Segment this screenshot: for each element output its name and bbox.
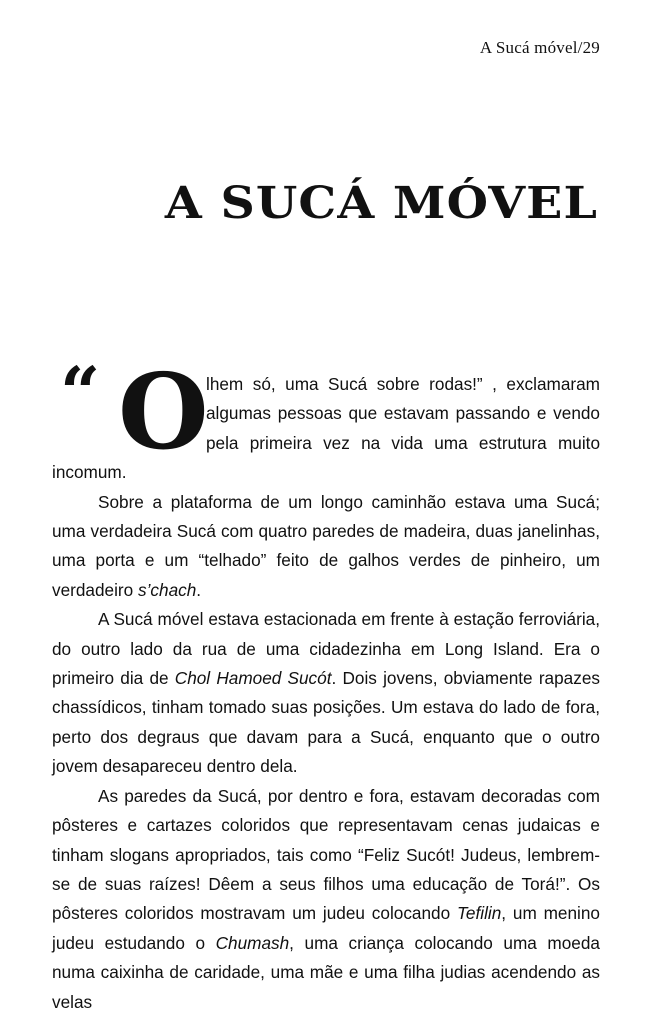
paragraph-3-italic-term: Chol Hamoed Sucót: [174, 668, 332, 689]
paragraph-4: [52, 782, 600, 1017]
paragraph-2-italic-term: s’chach: [138, 579, 197, 600]
paragraph-4-text-e: , uma criança colocando uma moeda numa caixinha de caridade, uma mãe e uma filha judias acendendo as velas: [52, 932, 600, 1012]
paragraph-2: [52, 488, 600, 606]
opening-initial: [52, 350, 209, 473]
paragraph-4-italic-term-2: Chumash: [215, 932, 290, 953]
opening-quote-mark: “: [60, 351, 101, 434]
paragraph-4-italic-term-1: Tefilin: [457, 903, 502, 924]
body-text: [52, 350, 600, 1017]
paragraph-1-text: lhem só, uma Sucá sobre rodas!” , exclamaram algumas pessoas que estavam passando e vendo pela primeira vez na vida uma estrutura muito incomum.: [52, 374, 600, 483]
paragraph-3-text-a: A Sucá móvel estava estacionada em frente à estação ferroviária, do outro lado da rua de uma cidadezinha em Long Island. Era o primeiro dia de: [52, 609, 600, 689]
paragraph-3: [52, 605, 600, 781]
paragraph-2-text-a: Sobre a plataforma de um longo caminhão estava uma Sucá; uma verdadeira Sucá com quatro paredes de madeira, duas janelinhas, uma porta e um “telhado” feito de galhos verdes de pinheiro, um verdadeiro: [52, 491, 600, 600]
paragraph-2-text-c: .: [196, 579, 202, 600]
paragraph-3-text-c: . Dois jovens, obviamente rapazes chassídicos, tinham tomado suas posições. Um estava do lado de fora, perto dos degraus que davam para a Sucá, enquanto que o outro jovem desapareceu dentro dela.: [52, 668, 600, 777]
drop-cap: O: [118, 350, 209, 473]
paragraph-4-text-a: As paredes da Sucá, por dentro e fora, estavam decoradas com pôsteres e cartazes coloridos que representavam cenas judaicas e tinham slogans apropriados, tais como “Feliz Sucót! Judeus, lembrem-se de suas raízes! Dêem a seus filhos uma educação de Torá!”. Os pôsteres coloridos mostravam um judeu colocando: [52, 785, 600, 924]
paragraph-4-text-c: , um menino judeu estudando o: [52, 903, 600, 953]
chapter-title: A SUCÁ MÓVEL: [164, 178, 598, 229]
running-head: A Sucá móvel/29: [479, 38, 600, 57]
paragraph-1: [52, 350, 600, 488]
